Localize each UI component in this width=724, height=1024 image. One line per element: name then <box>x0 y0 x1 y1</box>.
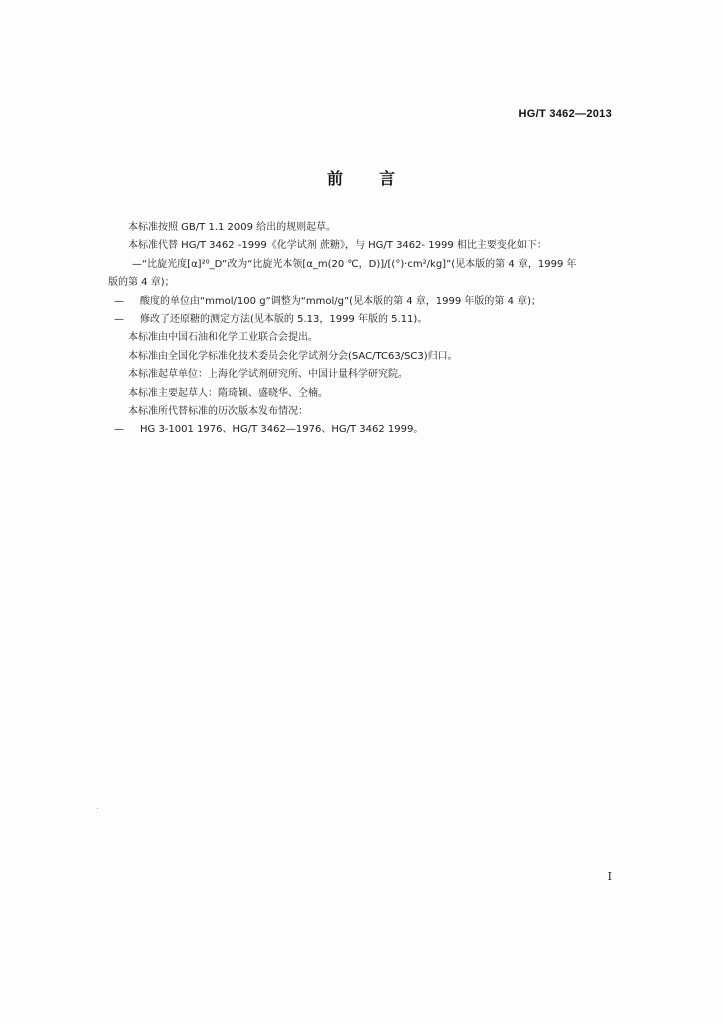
change-item-acidity-text: 酸度的单位由“mmol/100 g”调整为“mmol/g”(见本版的第 4 章，1999 年版的第 4 章)； <box>140 295 542 307</box>
standard-code: HG/T 3462—2013 <box>518 108 612 120</box>
paragraph-history-intro: 本标准所代替标准的历次版本发布情况： <box>128 406 308 418</box>
dash-marker: — <box>114 295 124 307</box>
page-title <box>0 166 724 189</box>
paragraph-proposed-by: 本标准由中国石油和化学工业联合会提出。 <box>128 332 318 344</box>
title-char-2: 言 <box>379 169 398 188</box>
title-char-1: 前 <box>326 169 345 188</box>
dash-marker: — <box>114 424 124 436</box>
history-item <box>108 421 614 439</box>
paragraph-replaces: 本标准代替 HG/T 3462 -1999《化学试剂 蔗糖》，与 HG/T 3462- 1999 相比主要变化如下： <box>128 240 547 252</box>
change-item-acidity <box>108 293 614 311</box>
change-item-reducing-sugar-text: 修改了还原糖的测定方法(见本版的 5.13，1999 年版的 5.11)。 <box>140 314 428 326</box>
paragraph-under-jurisdiction: 本标准由全国化学标准化技术委员会化学试剂分会(SAC/TC63/SC3)归口。 <box>128 350 458 362</box>
change-item-rotation-cont: 版的第 4 章)； <box>108 277 175 289</box>
paragraph-drafting-units: 本标准起草单位：上海化学试剂研究所、中国计量科学研究院。 <box>128 369 408 381</box>
scan-speck <box>97 808 98 809</box>
page-number: I <box>607 870 612 883</box>
dash-marker: — <box>114 314 124 326</box>
change-item-reducing-sugar <box>108 311 614 329</box>
change-item-rotation: —“比旋光度[α]²⁰_D”改为“比旋光本领[α_m(20 ℃，D)]/[(°)·cm²/kg]”(见本版的第 4 章，1999 年 <box>132 258 577 270</box>
paragraph-drafters: 本标准主要起草人：隋琦颖、盛晓华、仝楠。 <box>128 387 328 399</box>
paragraph-drafting-rules: 本标准按照 GB/T 1.1 2009 给出的规则起草。 <box>128 222 337 233</box>
foreword-body <box>108 219 614 440</box>
history-item-text: HG 3-1001 1976、HG/T 3462—1976、HG/T 3462 1999。 <box>140 424 424 436</box>
